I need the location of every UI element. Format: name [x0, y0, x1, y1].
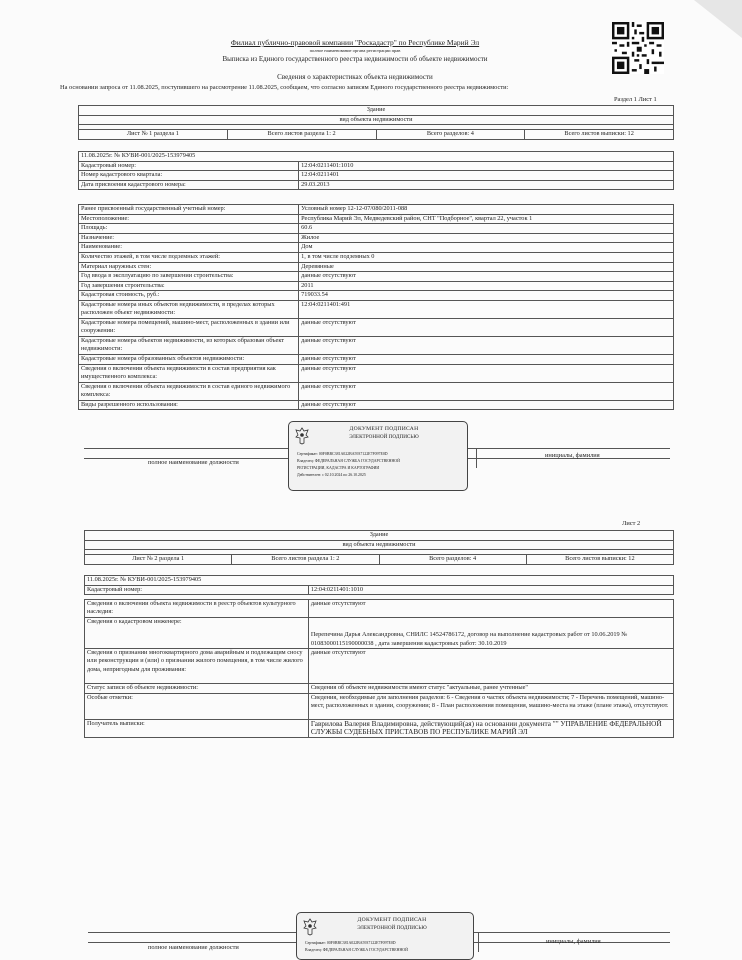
signature-stamp [296, 912, 474, 960]
row-label: Сведения о признании многоквартирного дома аварийным и подлежащим сносу или реконструкции и (или) о признании жилого помещения, в том числе жилого дома, непригодным для проживания: [85, 649, 309, 684]
record-number: 11.08.2025г. № КУВИ-001/2025-153979405 [85, 576, 674, 586]
row-value: Сведения об объекте недвижимости имеют статус "актуальные, ранее учтенные" [308, 684, 673, 694]
row-label: Сведения о кадастровом инженере: [85, 618, 309, 649]
initials-caption: инициалы, фамилия [545, 452, 600, 459]
stamp-certificate: Сертификат: 00F0BBC381A022BA5937122E7F097E0D [305, 941, 396, 945]
row-value: данные отсутствуют [299, 272, 674, 282]
row-label: Кадастровая стоимость, руб.: [79, 291, 299, 301]
branch-subcaption: полное наименование органа регистрации прав [309, 48, 401, 53]
table-row [85, 585, 674, 595]
row-value: Условный номер 12-12-07/080/2011-088 [299, 205, 674, 215]
table-row [85, 719, 674, 737]
branch-name: Филиал публично-правовой компании "Роскадастр" по Республике Марий Эл [230, 38, 480, 47]
table-row [79, 291, 674, 301]
table-row [79, 400, 674, 410]
row-value: 2011 [299, 281, 674, 291]
row-label: Наименование: [79, 243, 299, 253]
table-row [85, 693, 674, 719]
row-value: данные отсутствуют [299, 354, 674, 364]
row-value: данные отсутствуют [299, 382, 674, 400]
row-value: Перепечина Дарья Александровна, СНИЛС 14524786172, договор на выполнение кадастровых работ от 10.06.2019 № 01083000115190000038 , дата завершения кадастровых работ: 30.10.2019 [308, 618, 673, 649]
sheets-in-section: Всего листов раздела 1: 2 [232, 555, 379, 565]
row-value: Дом [299, 243, 674, 253]
object-type-caption: вид объекта недвижимости [79, 115, 674, 125]
row-value: 12:04:0211401 [299, 171, 674, 181]
position-caption: полное наименование должности [148, 459, 239, 466]
table-row [79, 205, 674, 215]
row-label: Год ввода в эксплуатацию по завершении строительства: [79, 272, 299, 282]
row-label: Статус записи об объекте недвижимости: [85, 684, 309, 694]
table-row [85, 618, 674, 649]
row-value: Гаврилова Валерия Владимировна, действующий(ая) на основании документа "" УПРАВЛЕНИЕ ФЕДЕРАЛЬНОЙ СЛУЖБЫ СУДЕБНЫХ ПРИСТАВОВ ПО РЕСПУБЛИКЕ МАРИЙ ЭЛ [308, 719, 673, 737]
row-value: данные отсутствуют [299, 336, 674, 354]
row-value: 719033.54 [299, 291, 674, 301]
signature-stamp [288, 421, 468, 491]
row-value: 12:04:0211401:491 [299, 300, 674, 318]
signature-divider [478, 932, 479, 952]
stamp-certificate: Сертификат: 00F0BBC381A022BA5937122E7F097E0D [297, 452, 388, 456]
stamp-validity: Действителен: с 02.10.2024 по 26.10.2025 [297, 473, 366, 477]
sheet-number: Лист № 2 раздела 1 [85, 555, 232, 565]
row-value: Жилое [299, 233, 674, 243]
eagle-emblem-icon [295, 427, 309, 445]
object-name: Здание [79, 106, 674, 116]
table-row [79, 180, 674, 190]
row-label: Получатель выписки: [85, 719, 309, 737]
sheet2-basic-table [84, 575, 674, 595]
row-label: Местоположение: [79, 214, 299, 224]
row-label: Особые отметки: [85, 693, 309, 719]
row-label: Кадастровый номер: [85, 585, 309, 595]
table-row [79, 214, 674, 224]
table-row [79, 318, 674, 336]
row-label: Кадастровые номера помещений, машино-мест, расположенных в здании или сооружении: [79, 318, 299, 336]
sheets-in-section: Всего листов раздела 1: 2 [227, 130, 376, 140]
position-caption: полное наименование должности [148, 944, 239, 951]
stamp-title: ДОКУМЕНТ ПОДПИСАН [349, 426, 419, 432]
sheets-total: Всего листов выписки: 12 [525, 130, 674, 140]
row-label: Сведения о включении объекта недвижимости в состав единого недвижимого комплекса: [79, 382, 299, 400]
sheet1-characteristics-table [78, 204, 674, 410]
object-type-caption: вид объекта недвижимости [85, 540, 674, 550]
row-value: Сведения, необходимые для заполнения разделов: 6 - Сведения о частях объекта недвижимости; 7 - Перечень помещений, машино-мест, расположенных в здании, сооружении; 8 - План расположения помещения, машино-места на этаже (плане этажа), отсутствуют. [308, 693, 673, 719]
table-row [79, 382, 674, 400]
row-label: Площадь: [79, 224, 299, 234]
table-row [79, 336, 674, 354]
stamp-owner: Владелец: ФЕДЕРАЛЬНАЯ СЛУЖБА ГОСУДАРСТВЕННОЙ [305, 948, 408, 952]
sections-total: Всего разделов: 4 [376, 130, 525, 140]
table-row [79, 233, 674, 243]
row-label: Ранее присвоенный государственный учетный номер: [79, 205, 299, 215]
row-label: Материал наружных стен: [79, 262, 299, 272]
record-number: 11.08.2025г. № КУВИ-001/2025-153979405 [79, 152, 674, 162]
row-value: Деревянные [299, 262, 674, 272]
table-row [79, 252, 674, 262]
row-label: Сведения о включении объекта недвижимости в реестр объектов культурного наследия: [85, 600, 309, 618]
table-row [79, 281, 674, 291]
row-value: 12:04:0211401:1010 [308, 585, 673, 595]
qr-code-icon [612, 22, 664, 74]
stamp-title: ДОКУМЕНТ ПОДПИСАН [357, 917, 427, 923]
table-row [79, 224, 674, 234]
table-row [79, 354, 674, 364]
row-value: 60.6 [299, 224, 674, 234]
stamp-owner-cont: РЕГИСТРАЦИИ, КАДАСТРА И КАРТОГРАФИИ [297, 466, 380, 470]
table-row [79, 243, 674, 253]
row-label: Кадастровые номера образованных объектов недвижимости: [79, 354, 299, 364]
table-row [79, 300, 674, 318]
row-value: данные отсутствуют [308, 600, 673, 618]
sheets-total: Всего листов выписки: 12 [526, 555, 673, 565]
row-value: данные отсутствуют [299, 318, 674, 336]
sheet-number: Лист № 1 раздела 1 [79, 130, 228, 140]
table-row [79, 364, 674, 382]
document-title: Выписка из Единого государственного реестра недвижимости об объекте недвижимости [222, 55, 488, 63]
row-label: Сведения о включении объекта недвижимости в состав предприятия как имущественного комплекса: [79, 364, 299, 382]
object-name: Здание [85, 531, 674, 541]
row-value: 12:04:0211401:1010 [299, 161, 674, 171]
eagle-emblem-icon [303, 918, 317, 936]
signature-divider [476, 448, 477, 468]
table-row [79, 171, 674, 181]
sheet1-header-table [78, 105, 674, 140]
row-value: данные отсутствуют [308, 649, 673, 684]
row-label: Кадастровые номера объектов недвижимости, из которых образован объект недвижимости: [79, 336, 299, 354]
table-row [85, 649, 674, 684]
intro-text: На основании запроса от 11.08.2025, поступившего на рассмотрение 11.08.2025, сообщаем, что согласно записям Единого государственного реестра недвижимости: [60, 84, 509, 91]
sheet1-basic-table [78, 151, 674, 190]
row-label: Виды разрешенного использования: [79, 400, 299, 410]
row-value: 1, в том числе подземных 0 [299, 252, 674, 262]
table-row [79, 262, 674, 272]
row-value: 29.03.2013 [299, 180, 674, 190]
row-label: Кадастровые номера иных объектов недвижимости, в пределах которых расположен объект недвижимости: [79, 300, 299, 318]
row-label: Дата присвоения кадастрового номера: [79, 180, 299, 190]
section-sheet-label: Раздел 1 Лист 1 [614, 96, 657, 103]
row-label: Количество этажей, в том числе подземных этажей: [79, 252, 299, 262]
table-row [85, 684, 674, 694]
stamp-subtitle: ЭЛЕКТРОННОЙ ПОДПИСЬЮ [357, 925, 427, 931]
stamp-subtitle: ЭЛЕКТРОННОЙ ПОДПИСЬЮ [349, 434, 419, 440]
sheet2-details-table [84, 599, 674, 738]
row-label: Год завершения строительства: [79, 281, 299, 291]
initials-caption: инициалы, фамилия [546, 938, 601, 945]
sheet2-header-table [84, 530, 674, 565]
row-label: Кадастровый номер: [79, 161, 299, 171]
row-label: Номер кадастрового квартала: [79, 171, 299, 181]
stamp-owner: Владелец: ФЕДЕРАЛЬНАЯ СЛУЖБА ГОСУДАРСТВЕННОЙ [297, 459, 400, 463]
table-row [79, 272, 674, 282]
row-label: Назначение: [79, 233, 299, 243]
row-value: данные отсутствуют [299, 364, 674, 382]
sections-total: Всего разделов: 4 [379, 555, 526, 565]
table-row [79, 161, 674, 171]
row-value: данные отсутствуют [299, 400, 674, 410]
table-row [85, 600, 674, 618]
sheet2-label: Лист 2 [622, 520, 641, 527]
page-corner-fold [694, 0, 742, 38]
row-value: Республика Марий Эл, Медведевский район, СНТ "Подборное", квартал 22, участок 1 [299, 214, 674, 224]
document-subtitle: Сведения о характеристиках объекта недвижимости [277, 73, 433, 81]
